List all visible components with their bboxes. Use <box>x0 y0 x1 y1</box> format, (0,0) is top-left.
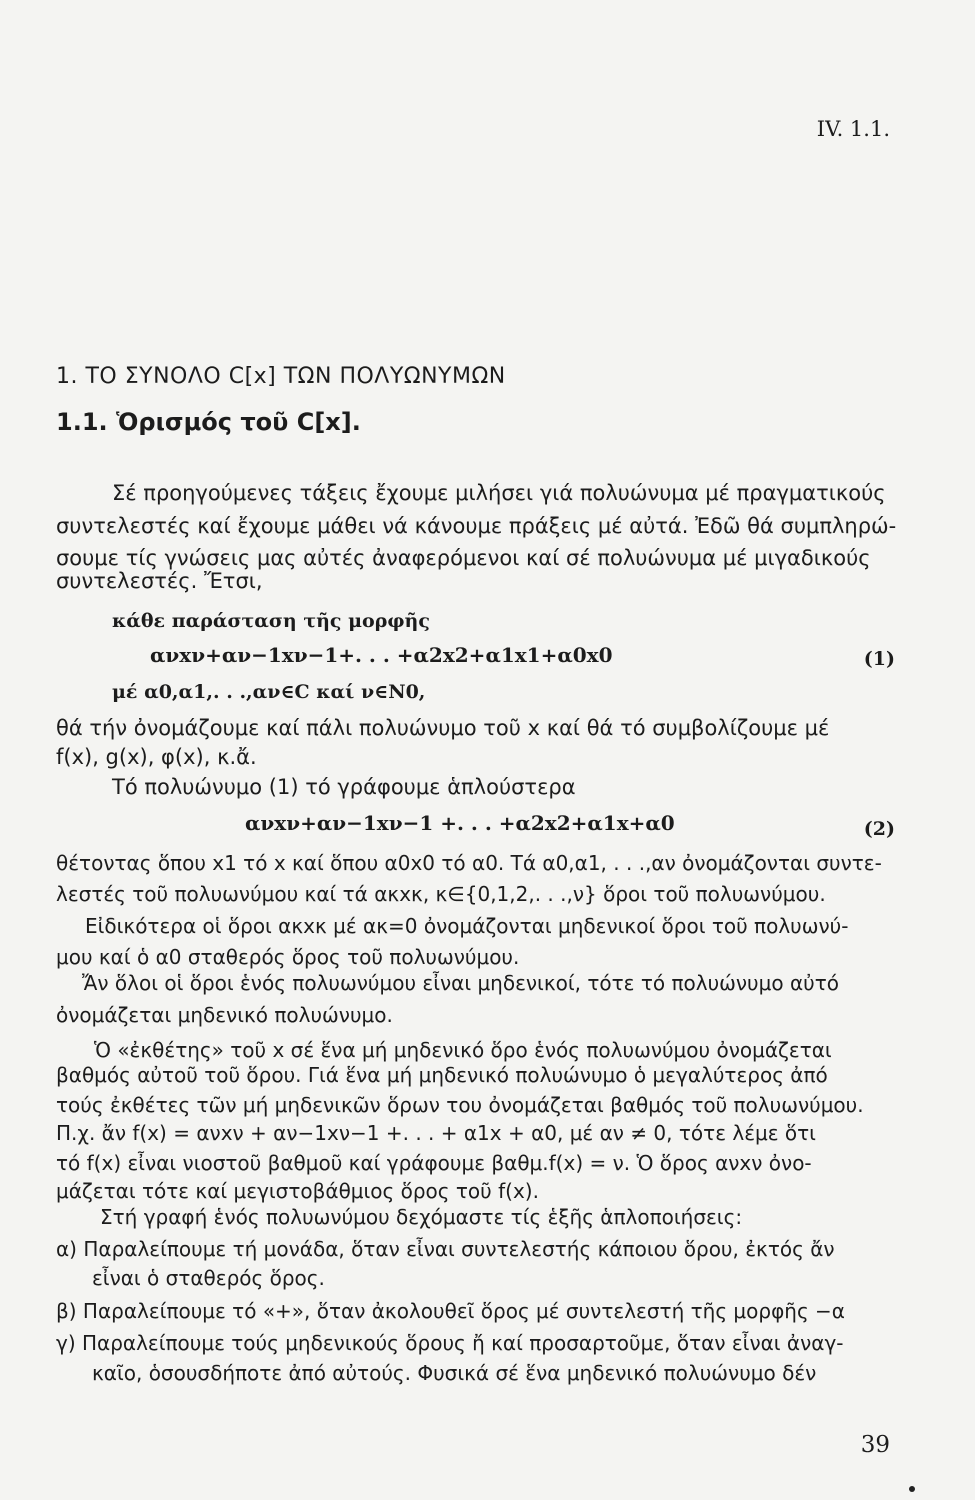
text-line: εἶναι ὁ σταθερός ὅρος. <box>92 1266 325 1290</box>
equation-2: ανxν+αν−1xν−1 +. . . +α2x2+α1x+α0 <box>245 811 675 835</box>
text-line: Σέ προηγούμενες τάξεις ἔχουμε μιλήσει γιά πολυώνυμα μέ πραγματικούς <box>112 481 886 505</box>
equation-number: (1) <box>863 648 895 670</box>
text-line: συντελεστές καί ἔχουμε μάθει νά κάνουμε πράξεις μέ αὐτά. Ἐδῶ θά συμπληρώ- <box>56 514 897 538</box>
text-line: μέ α0,α1,. . .,αν∈C καί ν∈N0, <box>112 681 426 703</box>
text-line: Τό πολυώνυμο (1) τό γράφουμε ἁπλούστερα <box>112 775 576 799</box>
text-line: Π.χ. ἄν f(x) = ανxν + αν−1xν−1 +. . . + α1x + α0, μέ αν ≠ 0, τότε λέμε ὅτι <box>56 1121 816 1145</box>
text-line: καῖο, ὁσουσδήποτε ἀπό αὐτούς. Φυσικά σέ ἕνα μηδενικό πολυώνυμο δέν <box>92 1361 817 1385</box>
text-line: τούς ἐκθέτες τῶν μή μηδενικῶν ὅρων του ὀνομάζεται βαθμός τοῦ πολυωνύμου. <box>56 1093 864 1117</box>
text-line: β) Παραλείπουμε τό «+», ὅταν ἀκολουθεῖ ὅρος μέ συντελεστή τῆς μορφῆς −α <box>56 1299 845 1323</box>
text-line: συντελεστές. Ἔτσι, <box>56 569 263 593</box>
text-line: Ὁ «ἐκθέτης» τοῦ x σέ ἕνα μή μηδενικό ὅρο ἑνός πολυωνύμου ὀνομάζεται <box>94 1038 832 1062</box>
text-line: Εἰδικότερα οἱ ὅροι ακxκ μέ ακ=0 ὀνομάζονται μηδενικοί ὅροι τοῦ πολυωνύ- <box>85 914 849 938</box>
text-line: τό f(x) εἶναι νιοστοῦ βαθμοῦ καί γράφουμε βαθμ.f(x) = ν. Ὁ ὅρος ανxν ὀνο- <box>56 1151 812 1175</box>
text-line: κάθε παράσταση τῆς μορφῆς <box>112 610 430 632</box>
section-title: 1.1. Ὁρισμός τοῦ C[x]. <box>56 408 361 436</box>
text-line: λεστές τοῦ πολυωνύμου καί τά ακxκ, κ∈{0,1,2,. . .,ν} ὅροι τοῦ πολυωνύμου. <box>56 882 826 906</box>
text-line: γ) Παραλείπουμε τούς μηδενικούς ὅρους ἤ καί προσαρτοῦμε, ὅταν εἶναι ἀναγ- <box>56 1331 844 1355</box>
text-line: Στή γραφή ἑνός πολυωνύμου δεχόμαστε τίς ἑξῆς ἁπλοποιήσεις: <box>100 1205 743 1229</box>
text-line: ὀνομάζεται μηδενικό πολυώνυμο. <box>56 1003 393 1027</box>
equation-number: (2) <box>863 818 895 840</box>
text-line: μάζεται τότε καί μεγιστοβάθμιος ὅρος τοῦ f(x). <box>56 1179 539 1203</box>
text-line: Ἄν ὅλοι οἱ ὅροι ἑνός πολυωνύμου εἶναι μηδενικοί, τότε τό πολυώνυμο αὐτό <box>82 971 839 995</box>
print-mark <box>909 1486 915 1492</box>
text-line: θέτοντας ὅπου x1 τό x καί ὅπου α0x0 τό α0. Τά α0,α1, . . .,αν ὀνομάζονται συντε- <box>56 851 882 875</box>
text-line: βαθμός αὐτοῦ τοῦ ὅρου. Γιά ἕνα μή μηδενικό πολυώνυμο ὁ μεγαλύτερος ἀπό <box>56 1063 828 1087</box>
chapter-title: 1. ΤΟ ΣΥΝΟΛΟ C[x] ΤΩΝ ΠΟΛΥΩΝΥΜΩΝ <box>56 364 506 389</box>
equation-1: ανxν+αν−1xν−1+. . . +α2x2+α1x1+α0x0 <box>150 643 613 667</box>
text-line: σουμε τίς γνώσεις μας αὐτές ἀναφερόμενοι καί σέ πολυώνυμα μέ μιγαδικούς <box>56 546 871 570</box>
page-number: 39 <box>860 1432 890 1458</box>
text-line: f(x), g(x), φ(x), κ.ἄ. <box>56 745 257 769</box>
text-line: μου καί ὁ α0 σταθερός ὅρος τοῦ πολυωνύμου. <box>56 945 520 969</box>
running-header: IV. 1.1. <box>816 117 890 141</box>
text-line: θά τήν ὀνομάζουμε καί πάλι πολυώνυμο τοῦ x καί θά τό συμβολίζουμε μέ <box>56 716 830 740</box>
text-line: α) Παραλείπουμε τή μονάδα, ὅταν εἶναι συντελεστής κάποιου ὅρου, ἐκτός ἄν <box>56 1237 835 1261</box>
